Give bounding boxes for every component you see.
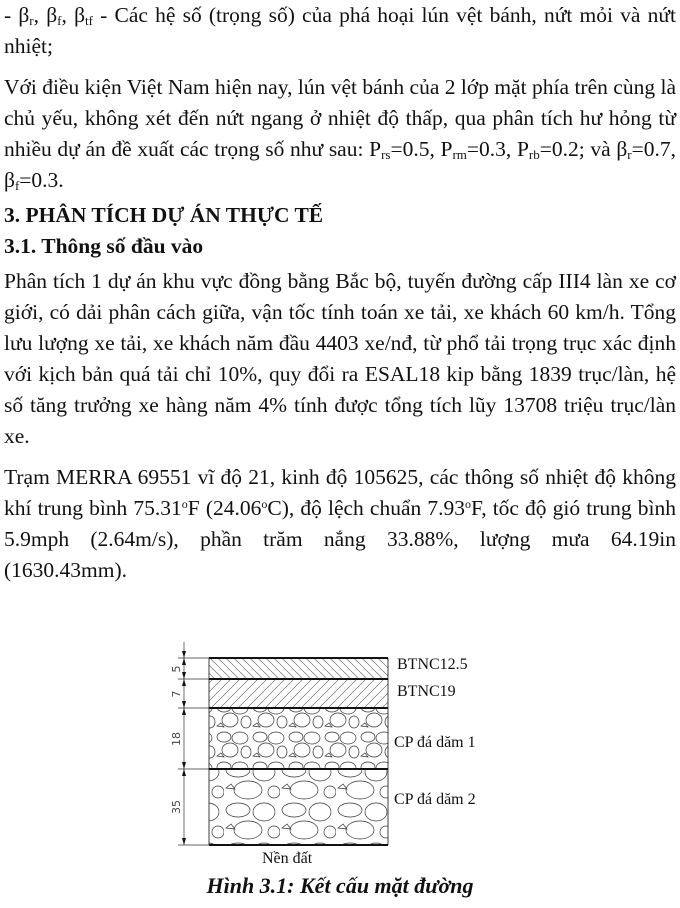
- subsection-heading: 3.1. Thông số đầu vào: [4, 234, 204, 258]
- beta-r-symbol: $\beta_r$: [18, 3, 34, 28]
- layer-label-btnc125: BTNC12.5: [397, 656, 468, 673]
- layer-cp-da-dam-1: [209, 708, 388, 769]
- text: - Các hệ số (trọng số) của phá hoại lún vệt bánh, nứt mỏi và nứt nhiệt;: [4, 3, 676, 58]
- beta-tf-symbol: $\beta_{tf}$: [74, 3, 93, 28]
- dim-7: 7: [170, 690, 183, 698]
- project-paragraph: Phân tích 1 dự án khu vực đồng bằng Bắc bộ, tuyến đường cấp III4 làn xe cơ giới, có dải phân cách giữa, vận tốc tính toán xe tải, xe khách 60 km/h. Tổng lưu lượng xe tải, xe khách năm đầu 4403 xe/nđ, từ phổ tải trọng trục xác định với kịch bản quá tải chỉ 10%, quy đổi ra ESAL18 kip bằng 1839 trục/làn, hệ số tăng trưởng xe hàng năm 4% tính được tổng tích lũy 13708 triệu trục/làn xe.: [4, 269, 676, 448]
- pavement-structure-figure: [0, 640, 680, 908]
- layer-btnc19: [209, 679, 388, 708]
- climate-paragraph: Trạm MERRA 69551 vĩ độ 21, kinh độ 105625, các thông số nhiệt độ không khí trung bình 75.31$^o$F (24.06$^o$C), độ lệch chuẩn 7.93$^o$F, tốc độ gió trung bình 5.9mph (2.64m/s), phần trăm nắng 33.88%, lượng mưa 64.19in (1630.43mm).: [4, 465, 676, 582]
- dim-5: 5: [170, 665, 183, 673]
- layer-label-cp-da-dam-2: CP đá dăm 2: [394, 791, 476, 808]
- text: -: [4, 3, 19, 27]
- dim-35: 35: [170, 800, 183, 814]
- beta-definition-paragraph: - $\beta_r$, $\beta_f$, $\beta_{tf}$ - Các hệ số (trọng số) của phá hoại lún vệt bánh, nứt mỏi và nứt nhiệt;: [4, 3, 676, 58]
- layer-label-btnc19: BTNC19: [397, 683, 456, 700]
- section-heading: 3. PHÂN TÍCH DỰ ÁN THỰC TẾ: [4, 203, 324, 227]
- ground-label: Nền đất: [262, 850, 313, 867]
- dim-18: 18: [170, 732, 183, 746]
- pavement-layers-diagram: [0, 640, 680, 880]
- beta-f-symbol: $\beta_f$: [46, 3, 62, 28]
- layer-label-cp-da-dam-1: CP đá dăm 1: [394, 734, 476, 751]
- figure-caption: Hình 3.1: Kết cấu mặt đường: [206, 873, 474, 898]
- layer-cp-da-dam-2: [209, 769, 388, 845]
- weights-paragraph: Với điều kiện Việt Nam hiện nay, lún vệt bánh của 2 lớp mặt phía trên cùng là chủ yếu, không xét đến nứt ngang ở nhiệt độ thấp, qua phân tích hư hỏng từ nhiều dự án đề xuất các trọng số như sau: $P_{rs}=0.5$, $P_{rm}=0.3$, $P_{rb}=0.2$; và $\beta_r=0.7$, $\beta_f=0.3$.: [4, 75, 676, 193]
- layer-btnc125: [209, 658, 388, 679]
- document-page: [4, 0, 676, 586]
